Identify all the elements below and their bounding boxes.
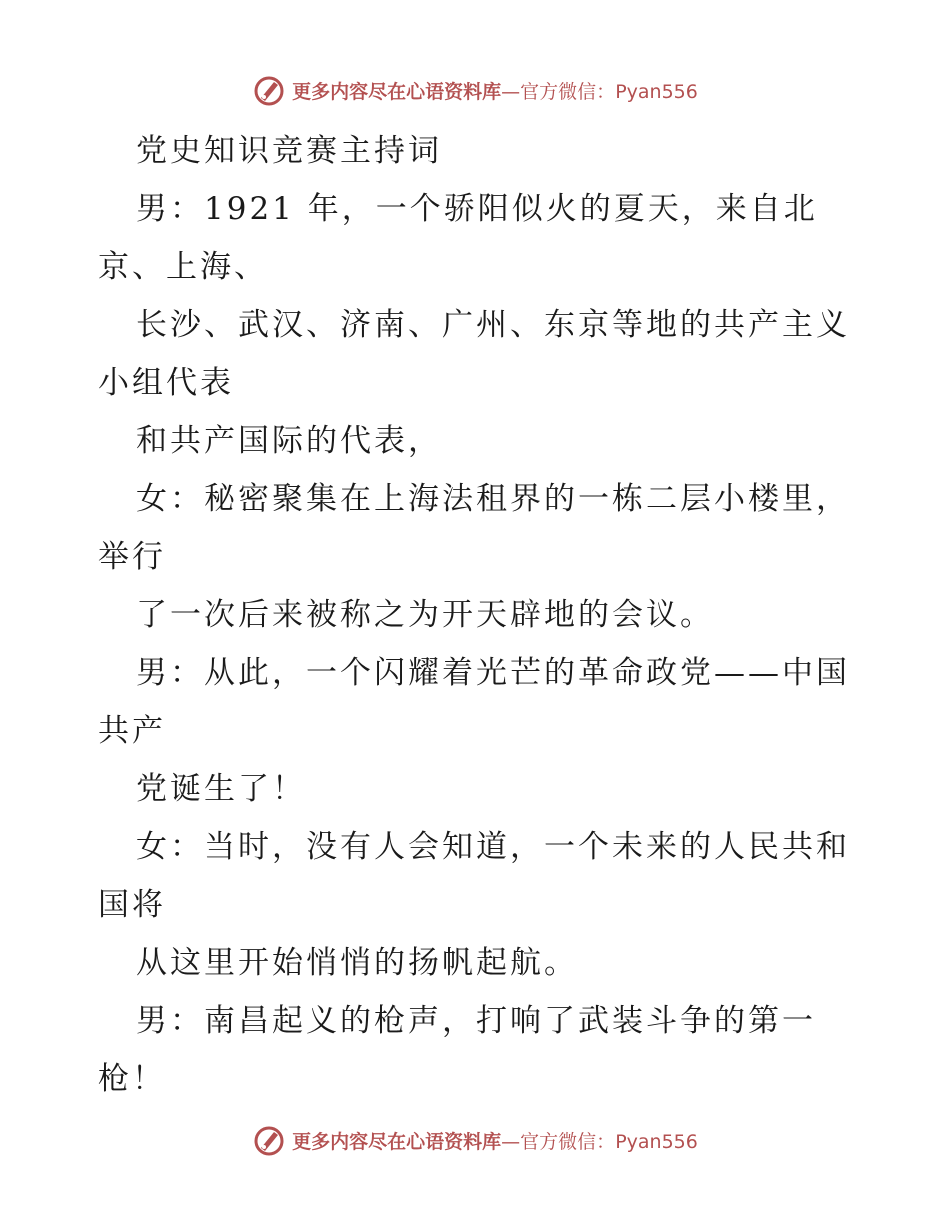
footer-watermark <box>0 1120 950 1160</box>
text-line: 和共产国际的代表， <box>136 423 442 459</box>
text-line: 枪！ <box>98 1061 166 1097</box>
pen-logo-icon <box>252 73 286 107</box>
pen-logo-icon <box>252 1123 286 1157</box>
text-line: 小组代表 <box>98 365 234 401</box>
watermark-text: 更多内容尽在心语资料库—官方微信：Pyan556 <box>292 1130 698 1153</box>
text-line: 共产 <box>98 713 166 749</box>
text-line: 从这里开始悄悄的扬帆起航。 <box>136 945 578 981</box>
document-body <box>98 122 858 1108</box>
text-line: 举行 <box>98 539 166 575</box>
text-line: 了一次后来被称之为开天辟地的会议。 <box>136 597 714 633</box>
text-line: 男：南昌起义的枪声，打响了武装斗争的第一 <box>136 1003 816 1039</box>
text-line: 长沙、武汉、济南、广州、东京等地的共产主义 <box>136 307 850 343</box>
text-line: 国将 <box>98 887 166 923</box>
text-line: 男：从此，一个闪耀着光芒的革命政党——中国 <box>136 655 850 691</box>
text-line: 女：秘密聚集在上海法租界的一栋二层小楼里， <box>136 481 850 517</box>
text-line: 党诞生了！ <box>136 771 306 807</box>
text-line: 党史知识竞赛主持词 <box>136 133 442 169</box>
watermark-text: 更多内容尽在心语资料库—官方微信：Pyan556 <box>292 80 698 103</box>
text-line: 女：当时，没有人会知道，一个未来的人民共和 <box>136 829 850 865</box>
header-watermark <box>0 70 950 110</box>
text-line: 男：1921 年，一个骄阳似火的夏天，来自北 <box>136 191 818 227</box>
text-line: 京、上海、 <box>98 249 268 285</box>
